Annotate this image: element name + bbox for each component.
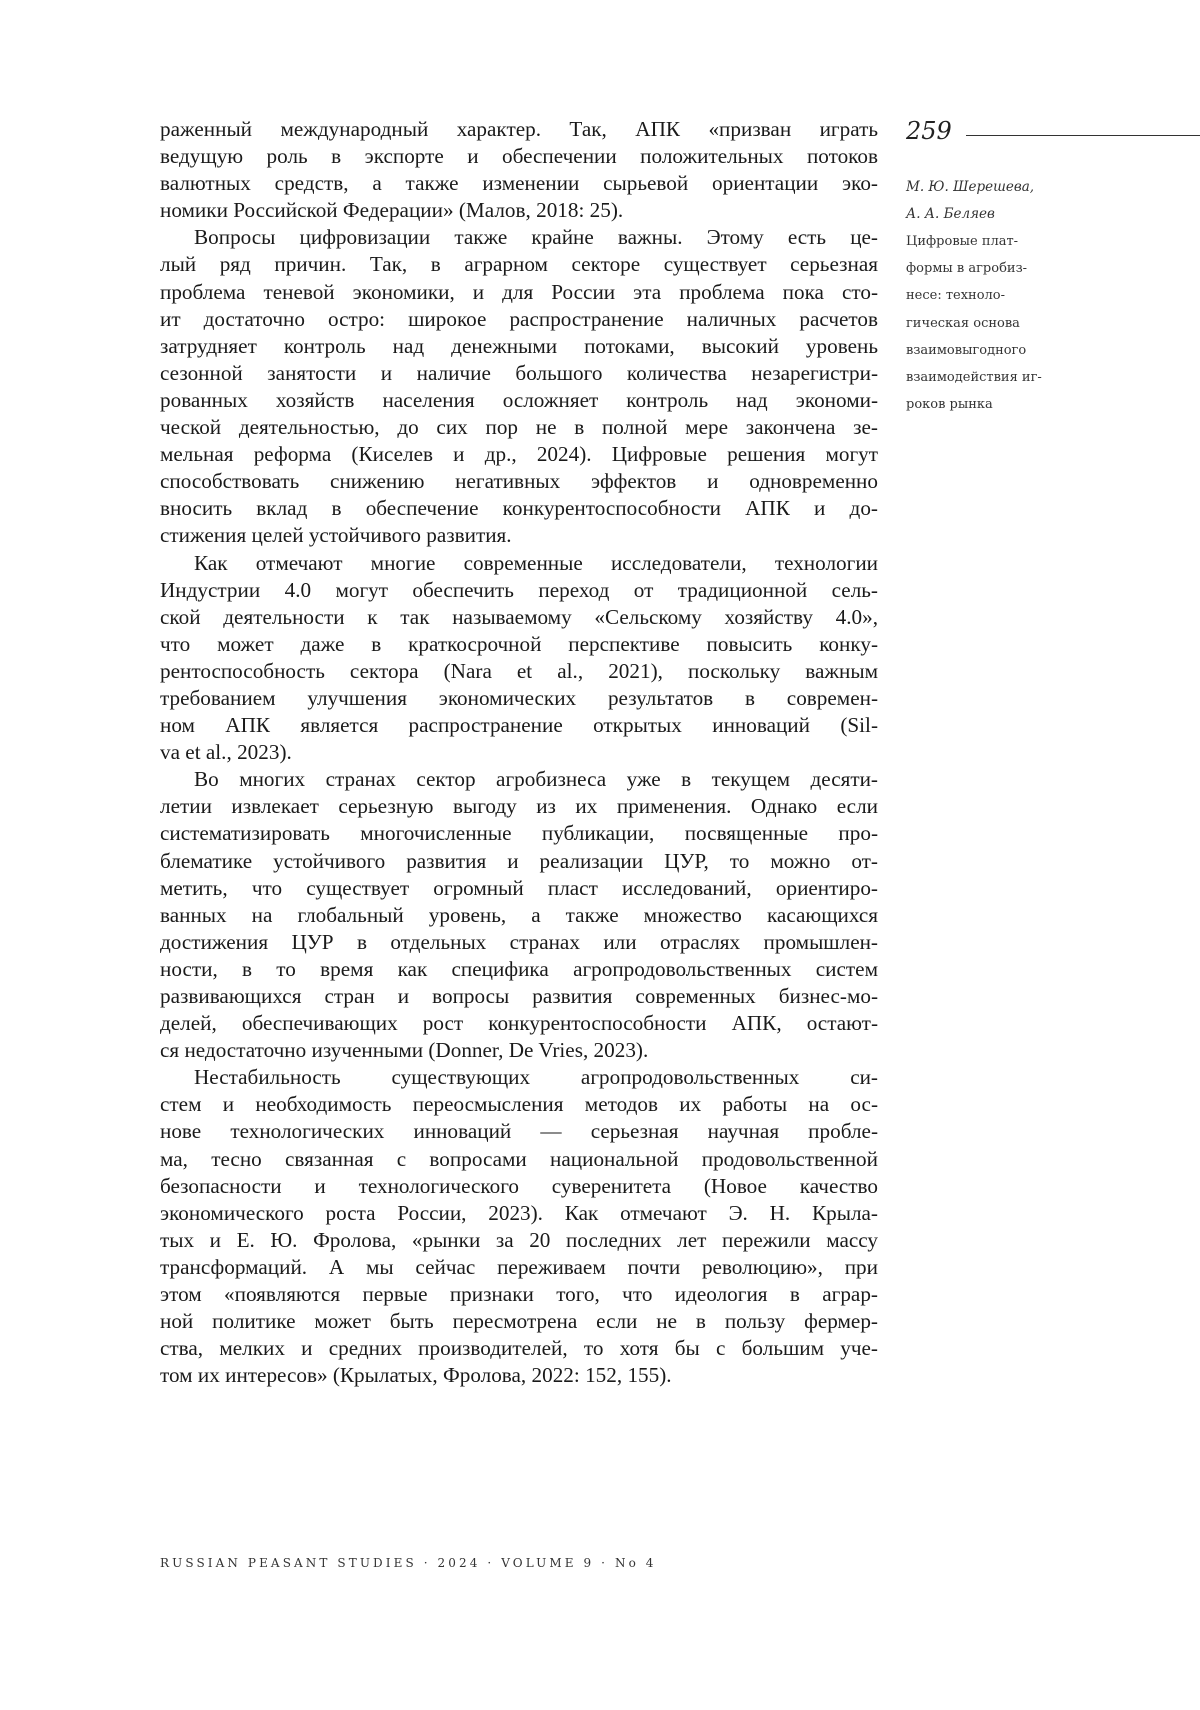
- text-line: ства, мелких и средних производителей, то хотя бы с большим уче-: [160, 1336, 878, 1361]
- text-line: ся недостаточно изученными (Donner, De Vries, 2023).: [160, 1038, 649, 1063]
- title-line: Цифровые плат-: [906, 234, 1019, 249]
- text-line: ит достаточно остро: широкое распространение наличных расчетов: [160, 306, 878, 331]
- title-line: несе: техноло-: [906, 288, 1006, 304]
- author: А. А. Беляев: [906, 206, 995, 222]
- text-line: Во многих странах сектор агробизнеса уже в текущем десяти-: [194, 767, 878, 792]
- text-line: трансформаций. А мы сейчас переживаем почти революцию», при: [160, 1254, 878, 1279]
- text-line: стижения целей устойчивого развития.: [160, 523, 512, 548]
- text-line: блематике устойчивого развития и реализации ЦУР, то можно от-: [160, 848, 878, 873]
- text-line: ной политике может быть пересмотрена если не в пользу фермер-: [160, 1309, 878, 1334]
- running-head-authors: [906, 174, 1200, 228]
- text-line: вносить вклад в обеспечение конкурентоспособности АПК и до-: [160, 496, 878, 521]
- text-line: достижения ЦУР в отдельных странах или отраслях промышлен-: [160, 929, 878, 954]
- text-line: ческой деятельностью, до сих пор не в полной мере закончена зе-: [160, 415, 878, 440]
- title-line: роков рынка: [906, 397, 993, 413]
- running-head-title: [906, 228, 1200, 418]
- text-line: рованных хозяйств населения осложняет контроль над экономи-: [160, 387, 878, 412]
- journal-footer: RUSSIAN PEASANT STUDIES · 2024 · VOLUME 9 · No 4: [160, 1556, 657, 1570]
- text-line: затрудняет контроль над денежными потоками, высокий уровень: [160, 333, 878, 358]
- title-line: гическая основа: [906, 315, 1020, 331]
- text-line: ванных на глобальный уровень, а также множество касающихся: [160, 902, 878, 927]
- text-line: систематизировать многочисленные публикации, посвященные про-: [160, 821, 878, 846]
- text-line: Нестабильность существующих агропродовольственных си-: [194, 1065, 878, 1090]
- text-line: безопасности и технологического суверенитета (Новое качество: [160, 1173, 878, 1198]
- text-line: нове технологических инноваций — серьезная научная пробле-: [160, 1119, 878, 1144]
- text-line: рентоспособность сектора (Nara et al., 2021), поскольку важным: [160, 658, 878, 683]
- text-line: что может даже в краткосрочной перспективе повысить конку-: [160, 631, 878, 656]
- article-body: [160, 116, 878, 1389]
- paragraph: [160, 766, 878, 1064]
- text-line: ма, тесно связанная с вопросами национальной продовольственной: [160, 1146, 878, 1171]
- text-line: Индустрии 4.0 могут обеспечить переход от традиционной сель-: [160, 577, 878, 602]
- paragraph: [160, 1064, 878, 1389]
- text-line: делей, обеспечивающих рост конкурентоспособности АПК, остают-: [160, 1011, 878, 1036]
- text-line: ности, в то время как специфика агропродовольственных систем: [160, 956, 878, 981]
- title-line: взаимодействия иг-: [906, 370, 1042, 386]
- text-line: валютных средств, а также изменении сырьевой ориентации эко-: [160, 171, 878, 196]
- title-line: взаимовыгодного: [906, 342, 1027, 358]
- text-line: ской деятельности к так называемому «Сельскому хозяйству 4.0»,: [160, 604, 878, 629]
- author: М. Ю. Шерешева,: [906, 179, 1035, 195]
- text-line: тых и Е. Ю. Фролова, «рынки за 20 последних лет пережили массу: [160, 1227, 878, 1252]
- text-line: развивающихся стран и вопросы развития современных бизнес-мо-: [160, 984, 878, 1008]
- page-number: 259: [906, 117, 952, 145]
- text-line: требованием улучшения экономических результатов в современ-: [160, 685, 878, 710]
- text-line: экономического роста России, 2023). Как отмечают Э. Н. Крыла-: [160, 1200, 878, 1225]
- paragraph: [160, 550, 878, 767]
- text-line: летии извлекает серьезную выгоду из их применения. Однако если: [160, 794, 878, 819]
- text-line: раженный международный характер. Так, АПК «призван играть: [160, 117, 878, 141]
- sidebar: [906, 116, 1200, 418]
- text-line: va et al., 2023).: [160, 740, 292, 765]
- text-line: Как отмечают многие современные исследователи, технологии: [194, 550, 878, 575]
- header-rule: [966, 135, 1200, 136]
- text-line: способствовать снижению негативных эффектов и одновременно: [160, 469, 878, 494]
- text-line: стем и необходимость переосмысления методов их работы на ос-: [160, 1092, 878, 1117]
- text-line: мельная реформа (Киселев и др., 2024). Цифровые решения могут: [160, 442, 878, 467]
- text-line: ном АПК является распространение открытых инноваций (Sil-: [160, 713, 878, 738]
- text-line: том их интересов» (Крылатых, Фролова, 2022: 152, 155).: [160, 1363, 672, 1388]
- paragraph: [160, 224, 878, 549]
- text-line: номики Российской Федерации» (Малов, 2018: 25).: [160, 198, 624, 223]
- text-line: ведущую роль в экспорте и обеспечении положительных потоков: [160, 144, 878, 169]
- text-line: этом «появляются первые признаки того, что идеология в аграр-: [160, 1282, 878, 1307]
- text-line: сезонной занятости и наличие большого количества незарегистри-: [160, 360, 878, 385]
- text-line: Вопросы цифровизации также крайне важны. Этому есть це-: [194, 225, 878, 250]
- text-line: метить, что существует огромный пласт исследований, ориентиро-: [160, 875, 878, 900]
- text-line: лый ряд причин. Так, в аграрном секторе существует серьезная: [160, 252, 878, 277]
- page-number-header: [906, 116, 1200, 146]
- paragraph: [160, 116, 878, 224]
- title-line: формы в агробиз-: [906, 261, 1028, 277]
- text-line: проблема теневой экономики, и для России эта проблема пока сто-: [160, 279, 878, 304]
